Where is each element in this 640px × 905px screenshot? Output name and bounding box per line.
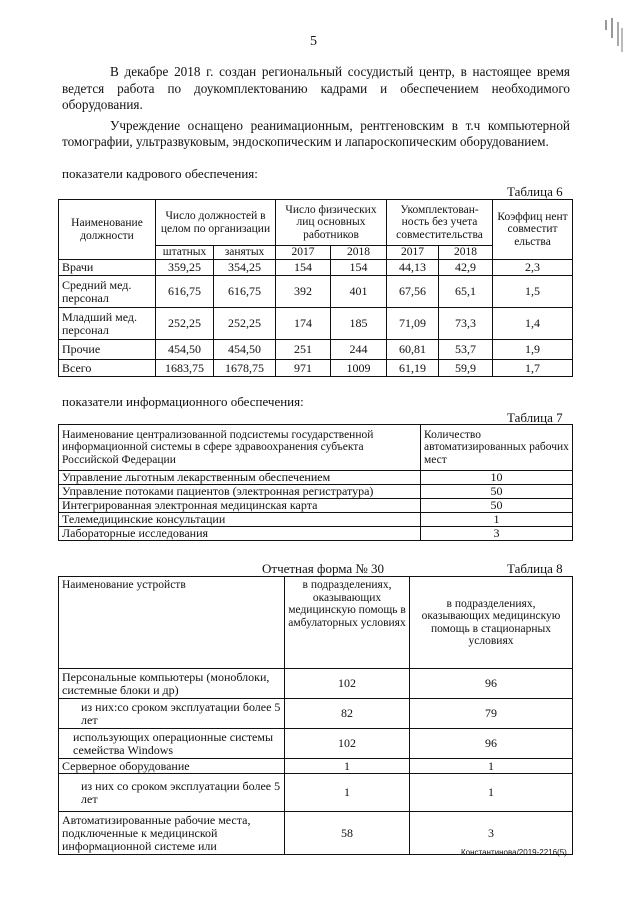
cell-value: 71,09 — [387, 308, 439, 340]
header-sub-persons-2018: 2018 — [331, 246, 387, 260]
cell-value: 50 — [421, 499, 573, 513]
staff-table — [58, 199, 573, 377]
cell-value: 616,75 — [214, 276, 276, 308]
cell-value: 1,4 — [493, 308, 573, 340]
header-sub-staff: штатных — [156, 246, 214, 260]
header-workstations: Количество автоматизированных рабочих мест — [421, 425, 573, 471]
table-row — [59, 774, 573, 812]
row-name: Интегрированная электронная медицинская карта — [59, 499, 421, 513]
footer-reference: Константинова/2019-2216(5) — [461, 848, 567, 857]
table-row — [59, 260, 573, 276]
cell-value: 2,3 — [493, 260, 573, 276]
margin-marks — [598, 16, 628, 56]
cell-value: 65,1 — [439, 276, 493, 308]
cell-value: 102 — [285, 729, 410, 759]
cell-value: 67,56 — [387, 276, 439, 308]
table-row — [59, 308, 573, 340]
cell-value: 454,50 — [214, 340, 276, 360]
table8-caption: Таблица 8 — [507, 561, 563, 576]
cell-value: 354,25 — [214, 260, 276, 276]
form-label: Отчетная форма № 30 — [262, 561, 385, 576]
paragraph-equipment: Учреждение оснащено реанимационным, рентгеновским в т.ч компьютерной томографии, ультразвуковым, эндоскопическим и лапароскопическим оборудованием. — [62, 117, 570, 149]
cell-value: 1,9 — [493, 340, 573, 360]
cell-value: 185 — [331, 308, 387, 340]
info-section-title: показатели информационного обеспечения: — [62, 394, 304, 409]
cell-value: 251 — [276, 340, 331, 360]
cell-value: 1 — [421, 513, 573, 527]
header-sub-staffing-2017: 2017 — [387, 246, 439, 260]
table-row — [59, 485, 573, 499]
cell-value: 42,9 — [439, 260, 493, 276]
header-sub-persons-2017: 2017 — [276, 246, 331, 260]
table-row — [59, 499, 573, 513]
row-name: Прочие — [59, 340, 156, 360]
cell-value: 96 — [410, 669, 573, 699]
row-name: Всего — [59, 360, 156, 377]
cell-value: 1009 — [331, 360, 387, 377]
paragraph-vascular-center: В декабре 2018 г. создан региональный сосудистый центр, в настоящее время ведется работа по доукомплектованию кадрами и обеспечением необходимого оборудования. — [62, 64, 570, 112]
staff-section-title: показатели кадрового обеспечения: — [62, 166, 258, 181]
cell-value: 73,3 — [439, 308, 493, 340]
cell-value: 971 — [276, 360, 331, 377]
cell-value: 616,75 — [156, 276, 214, 308]
cell-value: 59,9 — [439, 360, 493, 377]
cell-value: 61,19 — [387, 360, 439, 377]
row-name: Автоматизированные рабочие места, подключенные к медицинской информационной системе или — [59, 812, 285, 855]
cell-value: 154 — [331, 260, 387, 276]
cell-value: 1,5 — [493, 276, 573, 308]
cell-value: 53,7 — [439, 340, 493, 360]
table-row — [59, 699, 573, 729]
header-staffing: Укомплектован-ность без учета совместительства — [387, 200, 493, 246]
header-subsystem: Наименование централизованной подсистемы государственной информационной системы в сфере здравоохранения субъекта Российской Федерации — [59, 425, 421, 471]
cell-value: 3 — [410, 812, 573, 855]
cell-value: 401 — [331, 276, 387, 308]
table-row — [59, 340, 573, 360]
cell-value: 1 — [285, 759, 410, 774]
cell-value: 79 — [410, 699, 573, 729]
cell-value: 1678,75 — [214, 360, 276, 377]
cell-value: 359,25 — [156, 260, 214, 276]
row-name: из них:со сроком эксплуатации более 5 лет — [59, 699, 285, 729]
row-name: Управление потоками пациентов (электронная регистратура) — [59, 485, 421, 499]
cell-value: 244 — [331, 340, 387, 360]
table-row — [59, 527, 573, 541]
table-row — [59, 729, 573, 759]
header-device-name: Наименование устройств — [59, 577, 285, 669]
row-name: Младший мед. персонал — [59, 308, 156, 340]
cell-value: 58 — [285, 812, 410, 855]
cell-value: 1 — [410, 759, 573, 774]
header-coefficient: Коэффиц нент совместит ельства — [493, 200, 573, 260]
info-table — [58, 424, 573, 541]
header-positions: Число должностей в целом по организации — [156, 200, 276, 246]
cell-value: 44,13 — [387, 260, 439, 276]
cell-value: 50 — [421, 485, 573, 499]
table6-caption: Таблица 6 — [507, 184, 563, 199]
intro-paragraphs — [62, 64, 570, 151]
header-ambulatory: в подразделениях, оказывающих медицинскую помощь в амбулаторных условиях — [285, 577, 410, 669]
cell-value: 102 — [285, 669, 410, 699]
cell-value: 60,81 — [387, 340, 439, 360]
row-name: Средний мед. персонал — [59, 276, 156, 308]
header-persons: Число физических лиц основных работников — [276, 200, 387, 246]
table-row — [59, 669, 573, 699]
cell-value: 1,7 — [493, 360, 573, 377]
row-name: Персональные компьютеры (моноблоки, системные блоки и др) — [59, 669, 285, 699]
row-name: Управление льготным лекарственным обеспечением — [59, 471, 421, 485]
cell-value: 154 — [276, 260, 331, 276]
cell-value: 252,25 — [214, 308, 276, 340]
cell-value: 1 — [285, 774, 410, 812]
table7-caption: Таблица 7 — [507, 410, 563, 425]
row-name: Телемедицинские консультации — [59, 513, 421, 527]
table-row — [59, 471, 573, 485]
header-position-name: Наименование должности — [59, 200, 156, 260]
row-name: Серверное оборудование — [59, 759, 285, 774]
header-sub-occupied: занятых — [214, 246, 276, 260]
cell-value: 10 — [421, 471, 573, 485]
row-name: Врачи — [59, 260, 156, 276]
row-name: из них со сроком эксплуатации более 5 лет — [59, 774, 285, 812]
table-row — [59, 759, 573, 774]
page-number: 5 — [310, 34, 317, 49]
row-name: Лабораторные исследования — [59, 527, 421, 541]
table-row — [59, 276, 573, 308]
cell-value: 252,25 — [156, 308, 214, 340]
cell-value: 82 — [285, 699, 410, 729]
cell-value: 454,50 — [156, 340, 214, 360]
cell-value: 3 — [421, 527, 573, 541]
header-sub-staffing-2018: 2018 — [439, 246, 493, 260]
cell-value: 96 — [410, 729, 573, 759]
cell-value: 174 — [276, 308, 331, 340]
header-inpatient: в подразделениях, оказывающих медицинскую помощь в стационарных условиях — [410, 577, 573, 669]
devices-table — [58, 576, 573, 855]
table-row — [59, 360, 573, 377]
table-row — [59, 513, 573, 527]
cell-value: 1 — [410, 774, 573, 812]
cell-value: 392 — [276, 276, 331, 308]
row-name: использующих операционные системы семейства Windows — [59, 729, 285, 759]
cell-value: 1683,75 — [156, 360, 214, 377]
